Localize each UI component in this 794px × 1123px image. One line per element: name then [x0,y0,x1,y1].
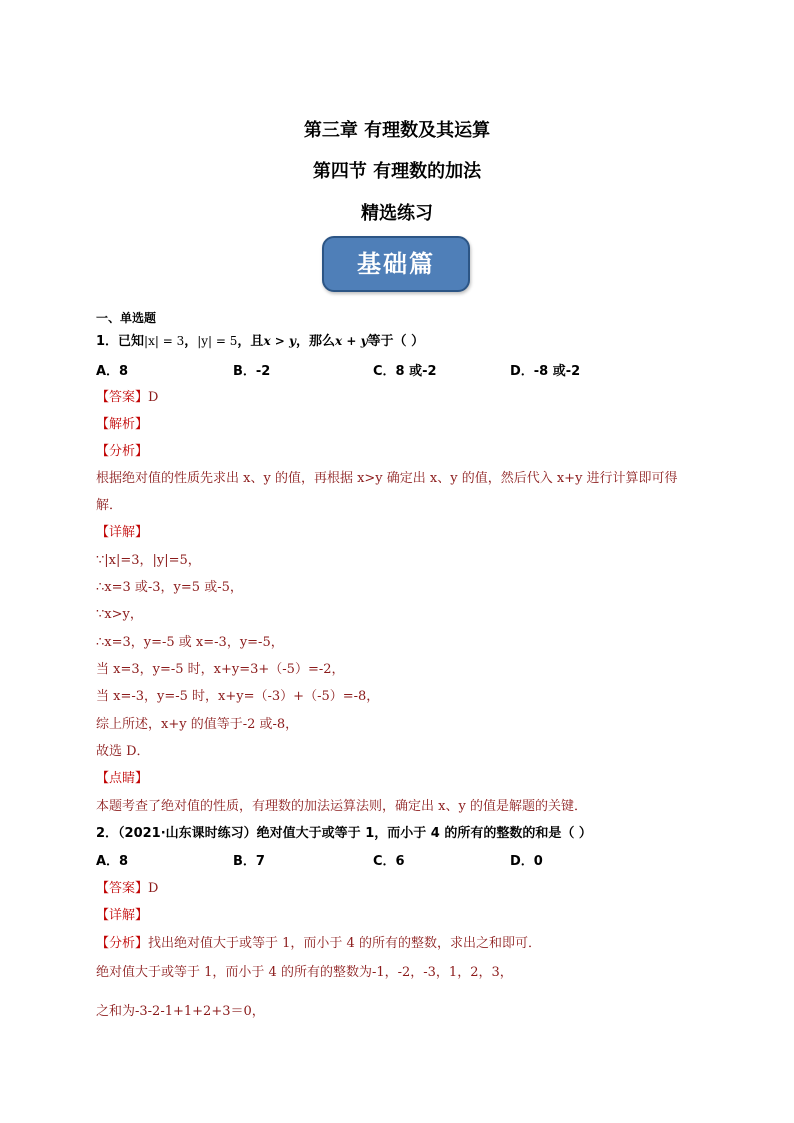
q2-fenxi: 【分析】找出绝对值大于或等于 1，而小于 4 的所有的整数，求出之和即可． [96,936,541,951]
q1-analysis-tag: 【解析】 [96,417,149,432]
q1-step: ∴x=3，y=-5 或 x=-3，y=-5， [96,635,284,650]
q1-review-tag: 【点睛】 [96,771,149,786]
q1-step: 故选 D． [96,744,150,759]
q1-option-b: B．-2 [233,364,271,379]
q1-step: ∴x=3 或-3，y=5 或-5， [96,580,243,595]
q1-fenxi-tag: 【分析】 [96,444,149,459]
q2-stem: 2．（2021·山东课时练习）绝对值大于或等于 1，而小于 4 的所有的整数的和是（ ） [96,826,592,841]
practice-title: 精选练习 [361,203,433,224]
q1-detail-tag: 【详解】 [96,525,149,540]
q1-fenxi-line1: 根据绝对值的性质先求出 x、y 的值，再根据 x>y 确定出 x、y 的值，然后代入 x+y 进行计算即可得 [96,471,678,486]
q1-option-c: C．8 或-2 [373,364,437,379]
q2-option-c: C．6 [373,854,405,869]
chapter-title: 第三章 有理数及其运算 [303,120,491,141]
q1-answer: 【答案】D [96,390,159,405]
q1-step: ∵|x|=3，|y|=5， [96,553,201,568]
q2-option-d: D．0 [510,854,543,869]
q1-abs-y: |y| = 5 [197,334,238,348]
q1-fenxi-line2: 解． [96,498,123,513]
q1-step: 当 x=-3，y=-5 时，x+y=（-3）+（-5）=-8， [96,689,380,704]
q2-option-b: B．7 [233,854,265,869]
q1-abs-x: |x| = 3 [144,334,185,348]
section-title: 第四节 有理数的加法 [312,161,482,182]
q2-option-a: A．8 [96,854,129,869]
q1-option-d: D．-8 或-2 [510,364,581,379]
q1-option-a: A．8 [96,364,129,379]
q1-step: 当 x=3，y=-5 时，x+y=3+（-5）=-2， [96,662,345,677]
q1-condition: x > y [263,334,296,348]
q1-step: 综上所述，x+y 的值等于-2 或-8， [96,717,299,732]
level-badge: 基础篇 [322,236,470,292]
q2-detail-tag: 【详解】 [96,908,149,923]
q1-stem: 1．已知|x| = 3，|y| = 5，且x > y，那么x + y等于（ ） [96,334,425,349]
q2-line2: 之和为-3-2-1+1+2+3＝0， [96,1004,265,1019]
q1-step: ∵x>y， [96,607,143,622]
q1-review: 本题考查了绝对值的性质，有理数的加法运算法则，确定出 x、y 的值是解题的关键． [96,799,587,814]
q2-answer: 【答案】D [96,881,159,896]
q2-line1: 绝对值大于或等于 1，而小于 4 的所有的整数为-1，-2，-3，1，2，3， [96,965,513,980]
part-heading: 一、单选题 [96,311,157,325]
q1-sum: x + y [335,334,368,348]
